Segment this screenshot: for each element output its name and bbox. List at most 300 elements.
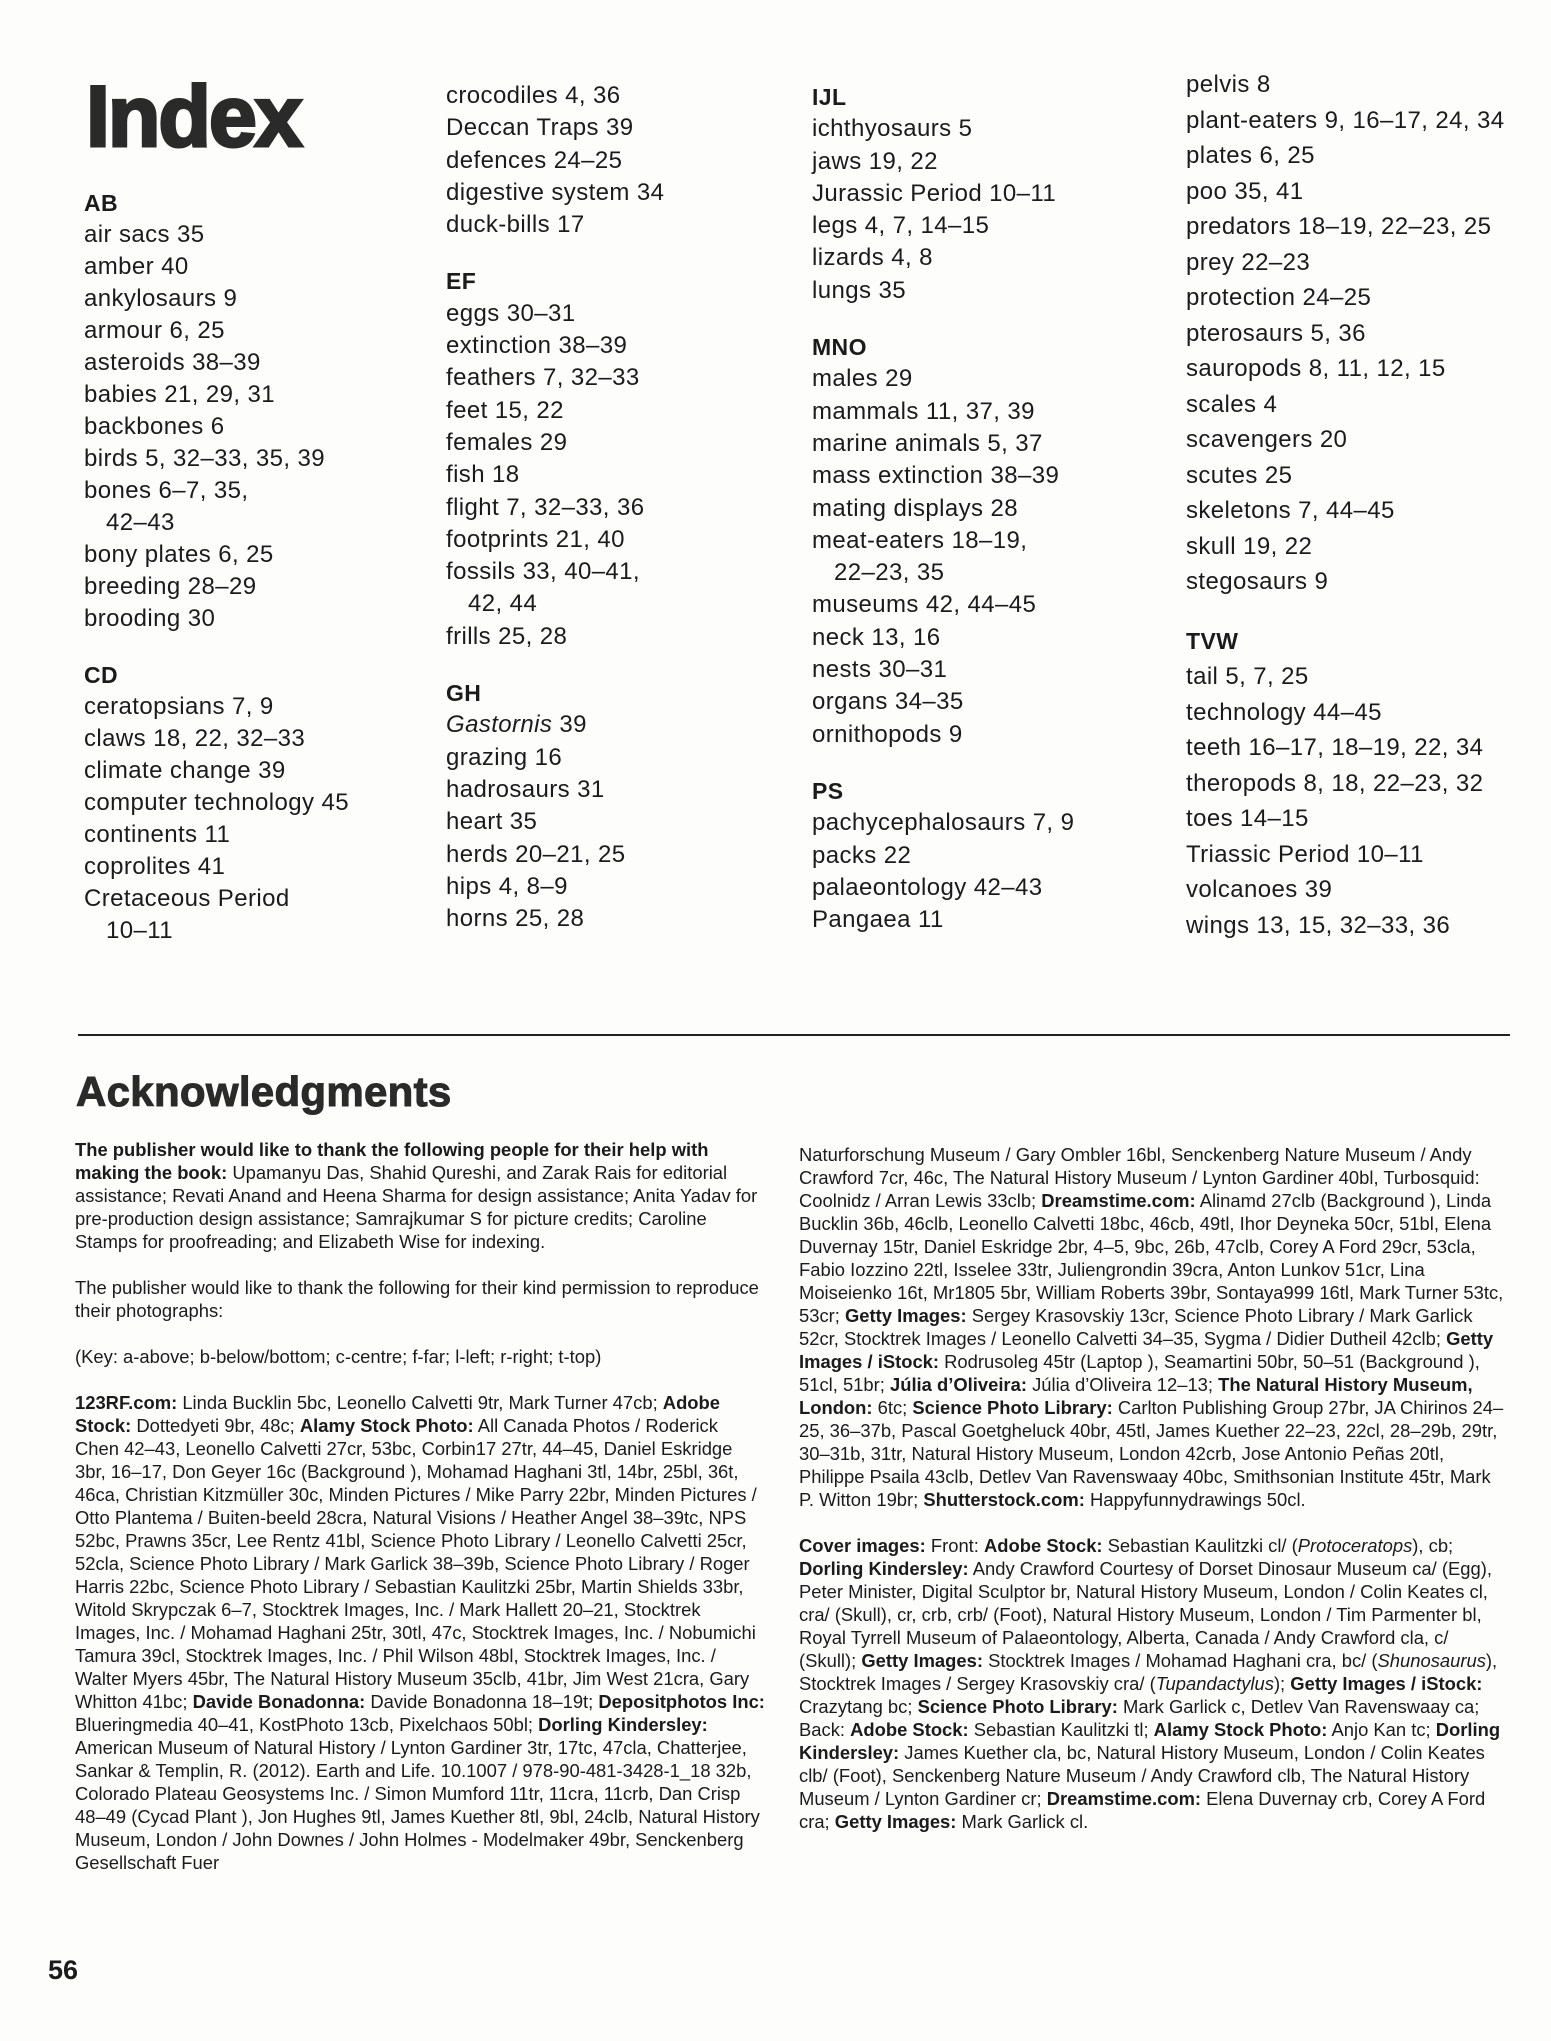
- index-title: Index: [86, 69, 301, 165]
- index-term: plant-eaters: [1186, 106, 1318, 134]
- index-pages: 5: [958, 115, 973, 143]
- acknowledgment-paragraph: [799, 1143, 1505, 1511]
- index-pages: 34: [636, 178, 665, 206]
- index-pages: 6–7, 35,: [158, 477, 249, 504]
- index-entry: [446, 492, 664, 524]
- credit-source: Davide Bonadonna:: [192, 1691, 366, 1712]
- index-pages: 7, 9: [1032, 809, 1075, 837]
- index-entry: [84, 539, 349, 571]
- credit-source: Júlia d’Oliveira:: [889, 1374, 1027, 1395]
- index-term: coprolites: [84, 853, 191, 880]
- index-entry: [84, 691, 349, 723]
- index-entry: [1186, 280, 1505, 316]
- credit-text: James Kuether cla, bc, Natural History Museum, London / Colin Keates clb/ (Foot), Senckenberg Nature Museum / Andy Crawford clb, The Natural History Museum / Lynton Gardiner cr;: [799, 1742, 1485, 1809]
- index-pages-continued: 42, 44: [468, 590, 538, 618]
- index-entry: [84, 883, 349, 915]
- index-term: heart: [446, 808, 503, 836]
- credit-source: The Natural History Museum, London:: [799, 1374, 1473, 1418]
- credit-text: Sergey Krasovskiy 13cr, Science Photo Library / Mark Garlick 52cr, Stocktrek Images / Leonello Calvetti 34–35, Sygma / Didier Dutheil 42clb;: [799, 1305, 1473, 1349]
- index-entry: [812, 428, 1074, 460]
- index-term: jaws: [812, 147, 862, 175]
- index-term: scavengers: [1186, 426, 1313, 453]
- credit-text: Sebastian Kaulitzki tl;: [968, 1719, 1154, 1740]
- index-entry: [1186, 351, 1505, 387]
- credit-text: Linda Bucklin 5bc, Leonello Calvetti 9tr, Mark Turner 47cb;: [177, 1392, 663, 1413]
- index-pages: 16–17, 18–19, 22, 34: [1248, 734, 1484, 761]
- index-entry: [1186, 766, 1505, 802]
- index-term: skeletons: [1186, 497, 1291, 524]
- index-term: babies: [84, 381, 158, 408]
- credit-text: All Canada Photos / Roderick Chen 42–43, Leonello Calvetti 27cr, 53bc, Corbin17 27tr, 44–45, Daniel Eskridge 3br, 16–17, Don Geyer 16c (Background ), Mohamad Haghani 3tl, 14br, 25bl, 36t, 46ca, Christian Kitzmüller 30c, Minden Pictures / Mike Parry 22br, Minden Pictures / Otto Plantema / Buiten-beeld 28cra, Natural Visions / Heather Angel 38–39tc, NPS 52bc, Prawns 35cr, Lee Rentz 41bl, Science Photo Library / Leonello Calvetti 25cr, 52cla, Science Photo Library / Mark Garlick 38–39b, Science Photo Library / Roger Harris 22bc, Science Photo Library / Sebastian Kaulitzki 25br, Martin Shields 33br, Witold Skrypczak 6–7, Stocktrek Images, Inc. / Mark Hallett 20–21, Stocktrek Images, Inc. / Mohamad Haghani 25tr, 30tl, 47c, Stocktrek Images, Inc. / Nobumichi Tamura 39cl, Stocktrek Images, Inc. / Phil Wilson 48bl, Stocktrek Images, Inc. / Walter Myers 45br, The Natural History Museum 35clb, 41br, Jim West 21cra, Gary Whitton 41bc;: [75, 1415, 757, 1712]
- index-pages: 41: [197, 853, 226, 880]
- index-term: tail: [1186, 663, 1219, 690]
- credit-text: Mark Garlick cl.: [956, 1811, 1089, 1832]
- index-pages: 39: [258, 757, 286, 784]
- index-entry: [812, 275, 1074, 307]
- index-entry: [84, 411, 349, 443]
- credit-source: Alamy Stock Photo:: [1153, 1719, 1328, 1740]
- index-term: ankylosaurs: [84, 285, 217, 312]
- index-entry: [446, 330, 664, 362]
- index-pages: 29: [539, 428, 568, 456]
- index-term: ornithopods: [812, 720, 942, 748]
- index-pages-continued: 42–43: [106, 509, 175, 536]
- index-pages: 35: [878, 276, 906, 304]
- index-term: air sacs: [84, 221, 170, 248]
- index-section-heading: AB: [84, 190, 119, 216]
- index-pages: 8: [1256, 71, 1271, 98]
- credit-text: Elena Duvernay crb, Corey A Ford cra;: [799, 1788, 1486, 1832]
- index-entry: [812, 840, 1074, 872]
- acknowledgment-paragraph: [799, 1534, 1505, 1833]
- index-entry: [812, 460, 1074, 492]
- credit-text: Stocktrek Images / Mohamad Haghani cra, bc/ (: [982, 1650, 1378, 1671]
- index-entry: [446, 871, 664, 903]
- index-pages: 9, 16–17, 24, 34: [1324, 106, 1505, 134]
- credit-source: Science Photo Library:: [912, 1397, 1113, 1418]
- credit-text: Shunosaurus: [1377, 1650, 1486, 1671]
- index-pages: 7, 32–33: [543, 364, 640, 392]
- index-term: palaeontology: [812, 873, 967, 901]
- index-entry: [446, 427, 664, 459]
- credit-text: Sebastian Kaulitzki cl/ (: [1102, 1535, 1298, 1556]
- acknowledgment-paragraph: [75, 1276, 767, 1322]
- acknowledgments-title: Acknowledgments: [76, 1068, 452, 1115]
- index-entry: [446, 80, 664, 112]
- credit-text: The publisher would like to thank the following for their kind permission to reproduce their photographs:: [75, 1277, 759, 1321]
- index-term: prey: [1186, 248, 1235, 276]
- index-term: stegosaurs: [1186, 568, 1308, 595]
- index-term: bones: [84, 477, 152, 504]
- index-column-3: [812, 81, 1074, 960]
- index-entry: [1186, 529, 1505, 565]
- index-column-1: [84, 187, 349, 971]
- index-term: fossils: [446, 558, 516, 586]
- index-pages: 8, 18, 22–23, 32: [1303, 769, 1484, 797]
- index-section: [812, 331, 1074, 751]
- index-entry: [1186, 730, 1505, 766]
- index-section: [446, 677, 664, 935]
- index-term: feathers: [446, 364, 536, 392]
- index-entry: [446, 774, 664, 806]
- index-pages: 30–31: [506, 299, 576, 327]
- index-pages: 19, 22: [868, 147, 938, 175]
- index-entry: [84, 315, 349, 347]
- index-entry: [446, 395, 664, 427]
- index-pages: 14–15: [1240, 805, 1309, 832]
- index-term: brooding: [84, 605, 181, 632]
- credit-source: 123RF.com:: [75, 1392, 178, 1413]
- index-pages: 25, 28: [498, 622, 568, 650]
- index-pages: 5, 32–33, 35, 39: [145, 445, 325, 472]
- credit-text: ), cb;: [1412, 1535, 1454, 1556]
- index-pages: 40: [161, 253, 189, 280]
- acknowledgment-paragraph: [75, 1345, 767, 1368]
- credit-source: Dorling Kindersley:: [799, 1558, 969, 1579]
- index-pages: 38–39: [558, 332, 628, 360]
- credit-source: Dorling Kindersley:: [799, 1719, 1501, 1763]
- page-number: 56: [48, 1955, 79, 1985]
- acknowledgments-right-column: [799, 1143, 1505, 1856]
- credit-text: Rodrusoleg 45tr (Laptop ), Seamartini 50br, 50–51 (Background ), 51cl, 51br;: [799, 1351, 1480, 1395]
- index-entry: [84, 379, 349, 411]
- index-entry: [812, 493, 1074, 525]
- credit-text: Mark Garlick c, Detlev Van Ravenswaay ca; Back:: [799, 1696, 1480, 1740]
- index-pages: 38–39: [192, 349, 261, 376]
- index-entry: [812, 807, 1074, 839]
- credit-text: (Key: a-above; b-below/bottom; c-centre; f-far; l-left; r-right; t-top): [75, 1346, 602, 1367]
- index-entry: [812, 904, 1074, 936]
- index-entry: [446, 709, 664, 741]
- index-pages: 5, 36: [1310, 319, 1366, 347]
- index-entry: [1186, 837, 1505, 873]
- index-section: [84, 659, 349, 947]
- credit-text: Tupandactylus: [1155, 1673, 1274, 1694]
- index-term: meat-eaters: [812, 526, 945, 554]
- index-term: protection: [1186, 284, 1296, 311]
- index-term: technology: [1186, 698, 1307, 726]
- index-entry: [812, 622, 1074, 654]
- index-entry: [446, 524, 664, 556]
- index-term: computer technology: [84, 789, 315, 816]
- index-pages: 6, 25: [1259, 142, 1315, 169]
- index-entry: [812, 242, 1074, 274]
- index-entry: [812, 363, 1074, 395]
- index-entry: [812, 654, 1074, 686]
- index-entry: [84, 443, 349, 475]
- index-term: extinction: [446, 332, 552, 360]
- credit-text: American Museum of Natural History / Lynton Gardiner 3tr, 17tc, 47cla, Chatterjee, Sankar & Templin, R. (2012). Earth and Life. 10.1007 / 978-90-481-3428-1_18 32b, Colorado Plateau Geosystems Inc. / Simon Mumford 11tr, 11cra, 11crb, Dan Crisp 48–49 (Cycad Plant ), Jon Hughes 9tl, James Kuether 8tl, 9bl, 24clb, Natural History Museum, London / John Downes / John Holmes - Modelmaker 49br, Senckenberg Gesellschaft Fuer: [75, 1737, 760, 1873]
- credit-source: Getty Images / iStock:: [1290, 1673, 1483, 1694]
- index-entry: [812, 210, 1074, 242]
- index-term: eggs: [446, 299, 500, 327]
- index-section-heading: MNO: [812, 334, 867, 361]
- credit-text: 6tc;: [872, 1397, 913, 1418]
- index-term: legs: [812, 212, 858, 240]
- index-term: defences: [446, 146, 547, 174]
- index-term: frills: [446, 622, 492, 650]
- index-term: Cretaceous Period: [84, 885, 290, 912]
- credit-source: The publisher would like to thank the following people for their help with making the book:: [75, 1139, 709, 1183]
- index-term: amber: [84, 253, 155, 280]
- credit-source: Getty Images / iStock:: [799, 1328, 1494, 1372]
- index-pages: 18: [492, 461, 520, 489]
- index-pages: 22: [883, 841, 912, 869]
- index-entry: [1186, 493, 1505, 529]
- credit-source: Dorling Kindersley:: [538, 1714, 708, 1735]
- index-pages: 35: [176, 221, 205, 248]
- index-entry: [1186, 387, 1505, 423]
- index-pages: 44–45: [1313, 698, 1382, 726]
- index-entry: [84, 755, 349, 787]
- index-entry: [446, 298, 664, 330]
- index-term: pelvis: [1186, 71, 1250, 98]
- index-pages: 28–29: [187, 573, 257, 600]
- credit-text: Naturforschung Museum / Gary Ombler 16bl, Senckenberg Nature Museum / Andy Crawford 7cr, 46c, The Natural History Museum / Lynton Gardiner 40bl, Turbosquid: Coolnidz / Arran Lewis 33clb;: [799, 1144, 1480, 1211]
- section-divider: [78, 1034, 1510, 1036]
- index-entry: [84, 819, 349, 851]
- index-entry: [84, 251, 349, 283]
- index-pages: 22–23: [1241, 248, 1311, 276]
- index-pages: 8, 11, 12, 15: [1308, 355, 1446, 382]
- credit-text: Blueringmedia 40–41, KostPhoto 13cb, Pixelchaos 50bl;: [75, 1714, 539, 1735]
- credit-text: Júlia d’Oliveira 12–13;: [1026, 1374, 1219, 1395]
- index-term: ichthyosaurs: [812, 115, 952, 143]
- index-pages: 24–25: [1302, 284, 1372, 311]
- index-pages: 25: [1264, 461, 1293, 489]
- index-entry: [812, 396, 1074, 428]
- index-term: plates: [1186, 142, 1253, 169]
- index-term: flight: [446, 493, 500, 521]
- index-entry: [812, 146, 1074, 178]
- index-term: Pangaea: [812, 906, 911, 934]
- index-entry: [446, 145, 664, 177]
- index-section-heading: IJL: [812, 84, 847, 110]
- credit-source: Dreamstime.com:: [1041, 1190, 1196, 1211]
- index-section: [812, 775, 1074, 936]
- index-entry: [1186, 564, 1505, 600]
- index-pages: 31: [577, 775, 605, 803]
- index-term: Gastornis: [446, 711, 553, 739]
- index-pages: 17: [557, 211, 585, 239]
- index-term: footprints: [446, 525, 549, 553]
- credit-source: Science Photo Library:: [917, 1696, 1118, 1717]
- index-term: digestive system: [446, 178, 630, 206]
- index-term: mass extinction: [812, 462, 984, 490]
- index-pages: 15, 22: [494, 396, 564, 424]
- index-column-2: [446, 80, 664, 959]
- index-pages: 13, 16: [871, 623, 941, 651]
- index-term: fish: [446, 461, 485, 489]
- credit-text: Davide Bonadonna 18–19t;: [365, 1691, 599, 1712]
- index-entry: [446, 621, 664, 653]
- index-entry: [812, 686, 1074, 718]
- index-entry: [84, 723, 349, 755]
- index-pages: 35: [509, 808, 538, 836]
- index-entry: [84, 283, 349, 315]
- index-entry: [1186, 872, 1505, 908]
- index-pages: 4, 8: [891, 244, 933, 272]
- index-term: Deccan Traps: [446, 114, 599, 142]
- index-pages: 11, 37, 39: [925, 397, 1035, 425]
- index-term: bony plates: [84, 541, 212, 568]
- credit-text: Happyfunnydrawings 50cl.: [1084, 1489, 1306, 1510]
- credit-text: Protoceratops: [1297, 1535, 1413, 1556]
- index-term: feet: [446, 396, 488, 424]
- index-section-heading: CD: [84, 662, 119, 688]
- index-pages: 13, 15, 32–33, 36: [1256, 911, 1451, 939]
- index-entry: [812, 589, 1074, 621]
- index-pages: 18–19, 22–23, 25: [1298, 213, 1492, 240]
- index-term: birds: [84, 445, 139, 472]
- index-pages: 18–19,: [951, 526, 1028, 554]
- index-entry: [1186, 801, 1505, 837]
- index-term: poo: [1186, 177, 1228, 205]
- index-pages: 19, 22: [1243, 532, 1313, 560]
- index-pages: 30: [187, 605, 216, 632]
- credit-source: Alamy Stock Photo:: [299, 1415, 474, 1436]
- index-entry: [84, 603, 349, 635]
- index-term: breeding: [84, 573, 181, 600]
- index-pages: 16: [534, 743, 563, 771]
- index-entry: [812, 113, 1074, 145]
- index-pages: 39: [1304, 876, 1333, 903]
- index-entry: [1186, 422, 1505, 458]
- index-pages: 9: [948, 720, 963, 748]
- index-term: lungs: [812, 276, 872, 304]
- index-pages: 10–11: [1356, 840, 1424, 868]
- index-term: ceratopsians: [84, 693, 225, 720]
- index-term: scutes: [1186, 461, 1258, 489]
- index-term: climate change: [84, 757, 252, 784]
- index-pages: 29: [885, 365, 913, 393]
- index-entry: [446, 459, 664, 491]
- index-term: mating displays: [812, 494, 984, 522]
- index-term: predators: [1186, 213, 1291, 240]
- index-term: scales: [1186, 390, 1257, 418]
- index-entry: [1186, 316, 1505, 352]
- index-pages: 21, 29, 31: [164, 381, 275, 408]
- index-entry: [446, 362, 664, 394]
- index-entry: [1186, 103, 1505, 139]
- index-pages: 6, 25: [169, 317, 225, 344]
- index-term: asteroids: [84, 349, 185, 376]
- index-entry: [1186, 67, 1505, 103]
- index-pages: 18, 22, 32–33: [153, 725, 306, 752]
- index-term: neck: [812, 623, 865, 651]
- index-pages: 6: [210, 413, 225, 440]
- index-term: herds: [446, 840, 509, 868]
- index-term: claws: [84, 725, 147, 752]
- index-pages: 39: [605, 114, 634, 142]
- credit-source: Getty Images:: [834, 1811, 957, 1832]
- index-term: females: [446, 428, 533, 456]
- index-section: [812, 81, 1074, 307]
- index-entry: [446, 209, 664, 241]
- index-pages: 35, 41: [1234, 177, 1304, 205]
- index-entry: [1186, 174, 1505, 210]
- index-term: mammals: [812, 397, 919, 425]
- index-entry: [446, 903, 664, 935]
- index-term: grazing: [446, 743, 528, 771]
- index-section: [1186, 624, 1505, 944]
- index-term: backbones: [84, 413, 204, 440]
- credit-text: Upamanyu Das, Shahid Qureshi, and Zarak Rais for editorial assistance; Revati Anand and Heena Sharma for design assistance; Anita Yadav for pre-production design assistance; Samrajkumar S for picture credits; Caroline Stamps for proofreading; and Elizabeth Wise for indexing.: [75, 1162, 758, 1252]
- index-term: lizards: [812, 244, 885, 272]
- index-pages: 4, 8–9: [498, 872, 568, 900]
- credit-source: Adobe Stock:: [984, 1535, 1103, 1556]
- index-term: hips: [446, 872, 492, 900]
- index-entry: [446, 806, 664, 838]
- index-pages: 38–39: [990, 462, 1060, 490]
- index-entry: [1186, 458, 1505, 494]
- index-pages-continued: 22–23, 35: [834, 559, 945, 587]
- index-term: theropods: [1186, 769, 1297, 797]
- index-term: Triassic Period: [1186, 840, 1350, 868]
- index-term: nests: [812, 656, 872, 684]
- acknowledgments-left-column: [75, 1138, 767, 1897]
- index-pages: 9: [1314, 568, 1329, 595]
- index-pages: 25, 28: [515, 905, 585, 933]
- credit-source: Shutterstock.com:: [923, 1489, 1085, 1510]
- index-term: organs: [812, 688, 888, 716]
- index-term: males: [812, 365, 879, 393]
- index-pages: 5, 37: [987, 429, 1043, 457]
- index-term: pachycephalosaurs: [812, 809, 1026, 837]
- index-term: teeth: [1186, 734, 1242, 761]
- index-term: museums: [812, 591, 919, 619]
- index-pages: 42–43: [973, 873, 1043, 901]
- index-term: continents: [84, 821, 198, 848]
- index-term: hadrosaurs: [446, 775, 571, 803]
- index-section: [1186, 67, 1505, 600]
- index-pages: 20: [1319, 426, 1348, 453]
- index-term: horns: [446, 905, 509, 933]
- index-section: [446, 80, 664, 241]
- credit-text: );: [1273, 1673, 1291, 1694]
- index-pages: 9: [223, 285, 238, 312]
- index-term: sauropods: [1186, 355, 1302, 382]
- index-entry: [1186, 209, 1505, 245]
- index-term: duck-bills: [446, 211, 551, 239]
- index-section-heading: EF: [446, 268, 477, 295]
- index-entry: [1186, 138, 1505, 174]
- index-term: skull: [1186, 532, 1237, 560]
- index-term: Jurassic Period: [812, 179, 983, 207]
- index-pages: 7, 9: [231, 693, 274, 720]
- credit-source: Cover images:: [799, 1535, 926, 1556]
- index-term: volcanoes: [1186, 876, 1298, 903]
- index-entry: [84, 219, 349, 251]
- index-pages: 11: [917, 906, 944, 934]
- index-entry: [446, 556, 664, 588]
- index-pages: 5, 7, 25: [1225, 663, 1309, 690]
- index-entry: [84, 851, 349, 883]
- index-pages: 4, 36: [565, 82, 621, 109]
- index-entry: [812, 872, 1074, 904]
- credit-text: ), Stocktrek Images / Sergey Krasovskiy cra/ (: [799, 1650, 1498, 1694]
- index-section-heading: TVW: [1186, 627, 1239, 654]
- index-term: crocodiles: [446, 82, 559, 109]
- index-term: toes: [1186, 805, 1233, 832]
- credit-source: Dreamstime.com:: [1046, 1788, 1202, 1809]
- index-entry: [1186, 659, 1505, 695]
- index-section-heading: PS: [812, 777, 844, 804]
- credit-text: Carlton Publishing Group 27br, JA Chirinos 24–25, 36–37b, Pascal Goetgheluck 40br, 45tl, James Kuether 22–23, 22cl, 28–29b, 29tr, 30–31b, 31tr, Natural History Museum, London 42crb, Jose Antonio Peñas 20tl, Philippe Psaila 43clb, Detlev Van Ravenswaay 40bc, Smithsonian Institute 45tr, Mark P. Witton 19br;: [799, 1397, 1504, 1510]
- credit-source: Getty Images:: [861, 1650, 983, 1671]
- index-entry: [84, 347, 349, 379]
- index-pages: 7, 32–33, 36: [506, 493, 645, 521]
